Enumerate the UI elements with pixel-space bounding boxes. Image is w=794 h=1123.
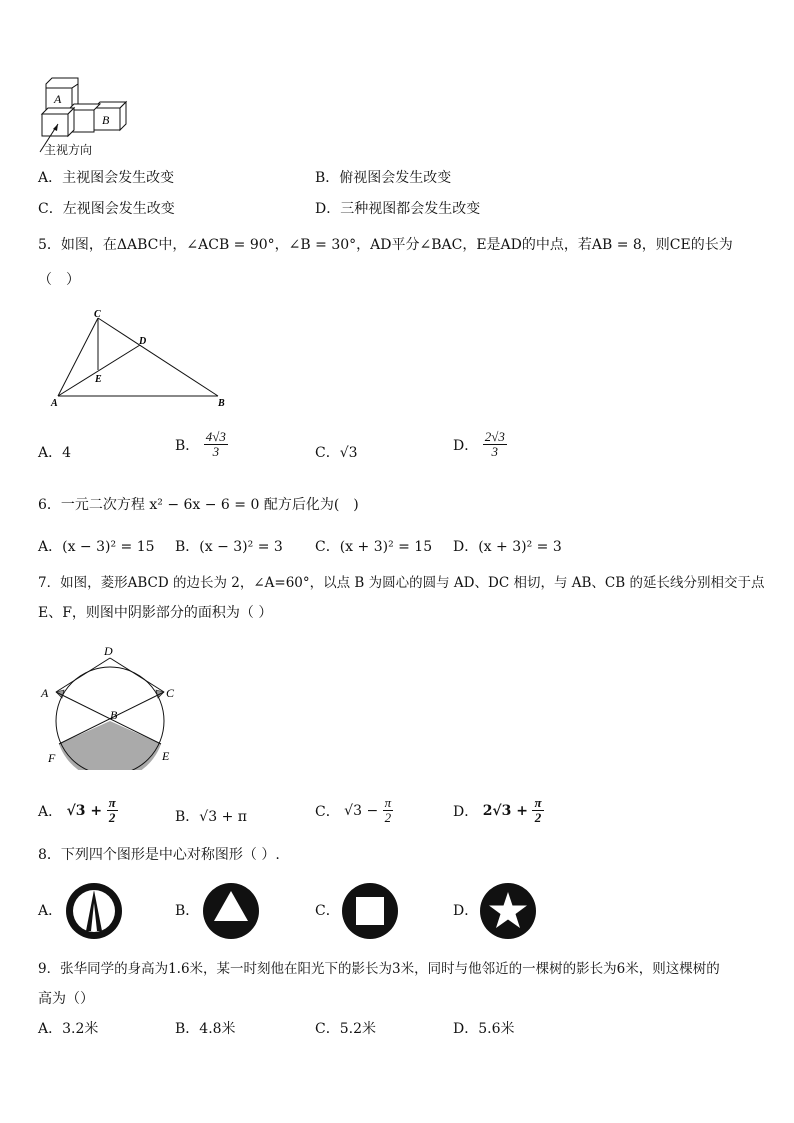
q7-option-d-prefix: D． bbox=[453, 803, 479, 820]
label-d: D bbox=[104, 644, 113, 658]
q7-option-a bbox=[38, 796, 118, 826]
q6-text: 6．一元二次方程 x² − 6x − 6 = 0 配方后化为( ) bbox=[38, 497, 359, 513]
square-circle-figure bbox=[340, 881, 400, 941]
label-c: C bbox=[94, 309, 101, 320]
label-d: D bbox=[139, 336, 147, 347]
q5-option-c: C．√3 bbox=[315, 445, 358, 461]
q8-option-a-label: A． bbox=[38, 903, 63, 919]
label-b: B bbox=[218, 398, 225, 408]
label-a: A bbox=[54, 92, 62, 106]
star-circle-figure bbox=[478, 881, 538, 941]
q7-option-a-prefix: A． bbox=[38, 803, 63, 820]
q7-text-line2: E、F，则图中阴影部分的面积为（ ） bbox=[38, 605, 273, 621]
q9-option-c: C．5.2米 bbox=[315, 1021, 376, 1037]
q5-option-d-denominator: 3 bbox=[491, 444, 498, 460]
q7-option-c-denominator: 2 bbox=[384, 810, 392, 826]
q8-option-d-label: D． bbox=[453, 903, 479, 919]
q7-option-c-main: √3 − bbox=[344, 802, 379, 819]
arrow-circle-figure bbox=[64, 881, 124, 941]
q5-text-line2: （ ） bbox=[38, 272, 80, 288]
q9-option-d: D．5.6米 bbox=[453, 1021, 515, 1037]
label-e: E bbox=[95, 374, 102, 385]
q5-option-a: A．4 bbox=[38, 445, 72, 461]
q8-option-c-label: C． bbox=[315, 903, 340, 919]
q7-option-d-numerator: π bbox=[534, 795, 542, 810]
label-b: B bbox=[110, 708, 118, 722]
label-a: A bbox=[41, 686, 49, 700]
label-c: C bbox=[166, 686, 175, 700]
label-f: F bbox=[48, 751, 56, 765]
q7-option-d bbox=[453, 796, 544, 826]
direction-label: 主视方向 bbox=[44, 143, 93, 157]
q9-option-a: A．3.2米 bbox=[38, 1021, 99, 1037]
q8-option-b-label: B． bbox=[175, 903, 200, 919]
triangle-figure bbox=[48, 308, 238, 408]
q7-option-a-numerator: π bbox=[108, 795, 116, 810]
q5-option-d-prefix: D． bbox=[453, 437, 479, 454]
q4-option-a: A．主视图会发生改变 bbox=[38, 170, 175, 186]
q7-option-b: B．√3 + π bbox=[175, 809, 247, 825]
q9-text-line2: 高为（） bbox=[38, 991, 94, 1007]
q7-option-c bbox=[315, 796, 393, 826]
triangle-circle-figure bbox=[201, 881, 261, 941]
q7-option-c-prefix: C． bbox=[315, 803, 340, 820]
q5-option-d-numerator: 2√3 bbox=[484, 429, 505, 444]
q5-text-line1: 5．如图，在ΔABC中，∠ACB = 90°，∠B = 30°，AD平分∠BAC，E是AD的中点，若AB = 8，则CE的长为 bbox=[38, 237, 733, 253]
q9-text-line1: 9．张华同学的身高为1.6米，某一时刻他在阳光下的影长为3米，同时与他邻近的一棵树的影长为6米，则这棵树的 bbox=[38, 961, 720, 977]
label-a: A bbox=[51, 398, 58, 408]
q5-option-b-numerator: 4√3 bbox=[205, 429, 226, 444]
q7-text-line1: 7．如图，菱形ABCD 的边长为 2，∠A=60°，以点 B 为圆心的圆与 AD、DC 相切，与 AB、CB 的延长线分别相交于点 bbox=[38, 575, 765, 591]
q4-option-c: C．左视图会发生改变 bbox=[38, 201, 175, 217]
q5-option-b-denominator: 3 bbox=[212, 444, 220, 460]
q5-option-b-prefix: B． bbox=[175, 437, 200, 454]
q7-option-c-numerator: π bbox=[384, 795, 392, 810]
q4-option-b: B．俯视图会发生改变 bbox=[315, 170, 452, 186]
q7-option-d-main: 2√3 + bbox=[482, 802, 528, 819]
label-b: B bbox=[102, 113, 110, 127]
q6-option-d: D．(x + 3)² = 3 bbox=[453, 539, 562, 555]
rhombus-circle-figure bbox=[38, 640, 183, 770]
q5-option-d bbox=[453, 430, 507, 460]
q9-option-b: B．4.8米 bbox=[175, 1021, 236, 1037]
q6-option-c: C．(x + 3)² = 15 bbox=[315, 539, 433, 555]
q8-text: 8．下列四个图形是中心对称图形（ ）. bbox=[38, 847, 280, 863]
q7-option-a-main: √3 + bbox=[66, 802, 103, 819]
q5-option-b bbox=[175, 430, 228, 460]
q4-option-d: D．三种视图都会发生改变 bbox=[315, 201, 481, 217]
q7-option-d-denominator: 2 bbox=[534, 810, 542, 826]
q6-option-a: A．(x − 3)² = 15 bbox=[38, 539, 155, 555]
q7-option-a-denominator: 2 bbox=[108, 810, 116, 826]
q6-option-b: B．(x − 3)² = 3 bbox=[175, 539, 283, 555]
label-e: E bbox=[162, 749, 170, 763]
